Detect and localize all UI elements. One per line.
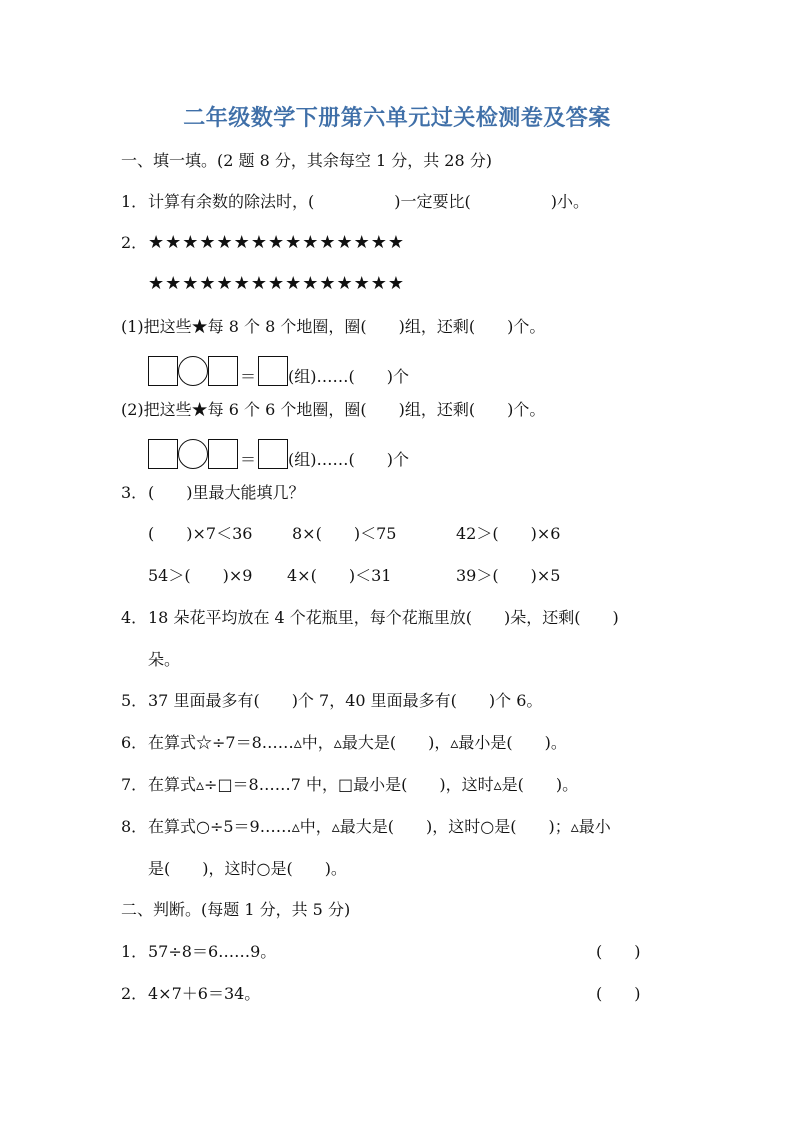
answer-box[interactable]: [208, 439, 238, 469]
equation-template-1: [148, 356, 409, 387]
question-text: 37 里面最多有( )个 7，40 里面最多有( )个 6。: [148, 691, 543, 710]
question-text: 在算式▵÷□＝8……7 中，□最小是( )，这时▵是( )。: [148, 775, 579, 794]
question-number: 8．: [121, 817, 148, 836]
question-text: 57÷8＝6……9。: [148, 942, 277, 961]
judge-question-1: [121, 942, 276, 962]
question-text: ( )里最大能填几？: [148, 483, 305, 502]
question-6: [121, 733, 567, 753]
question-number: 2．: [121, 984, 148, 1003]
question-text: 18 朵花平均放在 4 个花瓶里，每个花瓶里放( )朵，还剩( ): [148, 608, 619, 627]
q3-item: 54＞( )×9: [148, 566, 253, 585]
question-number: 6．: [121, 733, 148, 752]
question-2: [121, 233, 405, 253]
question-number: 2．: [121, 233, 148, 252]
q3-item: 8×( )＜75: [292, 524, 397, 543]
question-text: 4×7＋6＝34。: [148, 984, 261, 1003]
operator-circle[interactable]: [178, 439, 208, 469]
q3-item: 4×( )＜31: [287, 566, 392, 585]
q3-item: ( )×7＜36: [148, 524, 253, 543]
equals-sign: ＝: [240, 450, 257, 469]
section1-heading: 一、填一填。(2 题 8 分，其余每空 1 分，共 28 分): [121, 151, 492, 170]
question-number: 1．: [121, 942, 148, 961]
question-3: [121, 483, 305, 503]
question-number: 5．: [121, 691, 148, 710]
question-8: [121, 817, 611, 837]
equals-sign: ＝: [240, 367, 257, 386]
question-text: 计算有余数的除法时，( )一定要比( )小。: [148, 192, 589, 211]
question-text: 在算式☆÷7＝8……▵中，▵最大是( )，▵最小是( )。: [148, 733, 567, 752]
answer-box[interactable]: [148, 356, 178, 386]
question-4: [121, 608, 619, 628]
question-1: [121, 192, 589, 212]
equation-tail: (组)……( )个: [288, 367, 409, 386]
question-8-continued: 是( )，这时○是( )。: [148, 859, 347, 878]
answer-box[interactable]: [208, 356, 238, 386]
judge-answer-paren[interactable]: ( ): [596, 942, 641, 961]
equation-template-2: [148, 439, 409, 470]
judge-answer-paren[interactable]: ( ): [596, 984, 641, 1003]
star-row-2-line: [148, 274, 405, 294]
q3-item: 42＞( )×6: [456, 524, 561, 543]
question-2-part-1: (1)把这些★每 8 个 8 个地圈，圈( )组，还剩( )个。: [121, 317, 546, 336]
question-number: 7．: [121, 775, 148, 794]
question-number: 4．: [121, 608, 148, 627]
answer-box[interactable]: [258, 356, 288, 386]
question-2-part-2: (2)把这些★每 6 个 6 个地圈，圈( )组，还剩( )个。: [121, 400, 546, 419]
question-text: 在算式○÷5＝9……▵中，▵最大是( )，这时○是( )；▵最小: [148, 817, 611, 836]
question-4-continued: 朵。: [148, 650, 181, 669]
q3-item: 39＞( )×5: [456, 566, 561, 585]
section2-heading: 二、判断。(每题 1 分，共 5 分): [121, 900, 351, 919]
question-number: 3．: [121, 483, 148, 502]
star-row-1: ★★★★★★★★★★★★★★★: [148, 232, 406, 253]
equation-tail: (组)……( )个: [288, 450, 409, 469]
page-title: 二年级数学下册第六单元过关检测卷及答案: [183, 106, 611, 131]
question-5: [121, 691, 542, 711]
answer-box[interactable]: [258, 439, 288, 469]
answer-box[interactable]: [148, 439, 178, 469]
judge-question-2: [121, 984, 260, 1004]
question-number: 1．: [121, 192, 148, 211]
question-7: [121, 775, 578, 795]
star-row-2: ★★★★★★★★★★★★★★★: [148, 273, 406, 294]
operator-circle[interactable]: [178, 356, 208, 386]
